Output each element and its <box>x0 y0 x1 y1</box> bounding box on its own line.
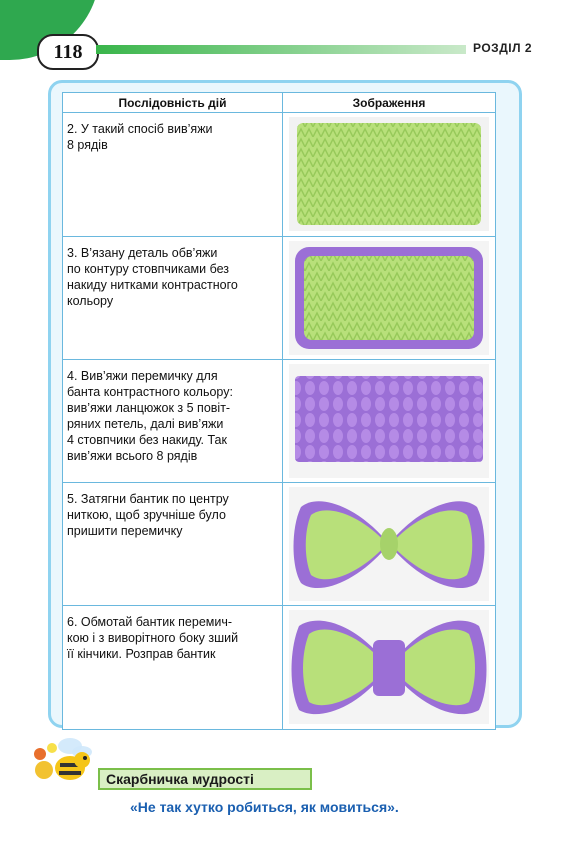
bee-icon <box>30 728 100 788</box>
col-header-images: Зображення <box>283 93 496 113</box>
purple-strip-icon <box>289 364 489 478</box>
steps-table <box>62 92 496 730</box>
finished-bow-icon <box>289 610 489 724</box>
knitted-swatch-icon <box>289 117 489 231</box>
table-row <box>63 606 496 730</box>
step-text: 5. Затягни бантик по центру ниткою, щоб зручніше було пришити перемичку <box>63 483 283 606</box>
step-text: 6. Обмотай бантик перемич- кою і з виворітного боку зший її кінчики. Розправ бантик <box>63 606 283 730</box>
table-row <box>63 483 496 606</box>
header-bar <box>96 45 466 54</box>
table-row <box>63 360 496 483</box>
table-row <box>63 113 496 237</box>
step-text: 2. У такий спосіб вив’яжи 8 рядів <box>63 113 283 237</box>
wisdom-title: Скарбничка мудрості <box>98 768 312 790</box>
step-text: 4. Вив’яжи перемичку для банта контрастного кольору: вив’яжи ланцюжок з 5 повіт- ряних петель, далі вив’яжи 4 стовпчики без накиду. Так вив’яжи всього 8 рядів <box>63 360 283 483</box>
proverb-text: «Не так хутко робиться, як мовиться». <box>130 799 399 815</box>
section-label: РОЗДІЛ 2 <box>473 41 533 55</box>
page-number: 118 <box>37 34 99 70</box>
table-header-row <box>63 93 496 113</box>
step-text: 3. В’язану деталь обв’яжи по контуру стовпчиками без накиду нитками контрастного кольору <box>63 237 283 360</box>
bordered-swatch-icon <box>289 241 489 355</box>
bow-icon <box>289 487 489 601</box>
col-header-steps: Послідовність дій <box>63 93 283 113</box>
table-row <box>63 237 496 360</box>
